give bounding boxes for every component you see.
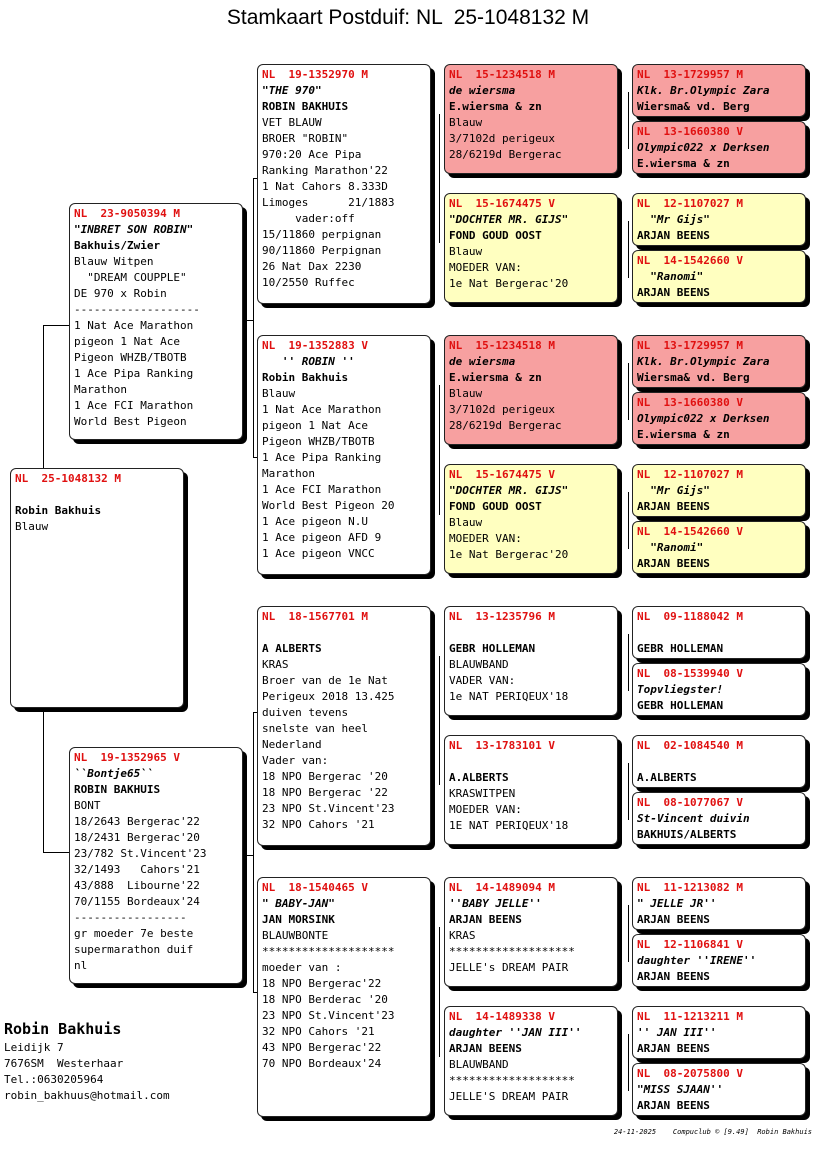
card-text-line: E.wiersma & zn: [637, 157, 730, 170]
pedigree-card-g4-8[interactable]: [632, 521, 806, 574]
card-text-line: nl: [74, 959, 88, 972]
connector-line: [253, 712, 254, 992]
ring-number: NL 13-1660380 V: [637, 125, 743, 138]
connector-line: [628, 763, 629, 820]
card-text-line: E.wiersma & zn: [449, 100, 542, 113]
connector-line: [439, 656, 440, 785]
card-text-line: Perigeux 2018 13.425: [262, 690, 395, 703]
pedigree-card-father[interactable]: [69, 203, 243, 440]
pedigree-card-g4-12[interactable]: [632, 792, 806, 845]
card-text-line: [449, 625, 613, 641]
owner-address: Leidijk 7: [4, 1041, 64, 1054]
card-text-line: JELLE's DREAM PAIR: [449, 961, 569, 974]
card-text-line: Klk. Br.Olympic Zara: [637, 355, 770, 368]
card-text-line: 15/11860 perpignan: [262, 228, 382, 241]
card-text-line: Blauw: [449, 516, 483, 529]
ring-number: NL 11-1213082 M: [637, 881, 743, 894]
card-text-line: Marathon: [262, 467, 315, 480]
card-text-line: Olympic022 x Derksen: [637, 412, 770, 425]
card-text-line: Robin Bakhuis: [15, 504, 102, 517]
card-text-line: [262, 625, 426, 641]
card-text-line: [637, 754, 801, 770]
card-text-line: A ALBERTS: [262, 642, 322, 655]
card-text-line: 1 Nat Ace Marathon: [262, 403, 382, 416]
card-text-line: 18/2431 Bergerac'20: [74, 831, 200, 844]
ring-number: NL 13-1660380 V: [637, 396, 743, 409]
card-text-line: "THE 970": [262, 84, 322, 97]
card-text-line: DE 970 x Robin: [74, 287, 167, 300]
card-text-line: Blauw: [262, 387, 296, 400]
card-text-line: 1 Nat Ace Marathon: [74, 319, 194, 332]
connector-line: [628, 1034, 629, 1091]
pedigree-card-g4-16[interactable]: [632, 1063, 806, 1116]
owner-postcode-city: 7676SM Westerhaar: [4, 1057, 124, 1070]
connector-line: [628, 492, 629, 549]
card-text-line: 3/7102d perigeux: [449, 132, 555, 145]
ring-number: NL 08-1539940 V: [637, 667, 743, 680]
ring-number: NL 15-1674475 V: [449, 468, 555, 481]
card-text-line: Blauw: [449, 387, 483, 400]
ring-number: NL 25-1048132 M: [15, 472, 121, 485]
card-text-line: 3/7102d perigeux: [449, 403, 555, 416]
card-text-line: Robin Bakhuis: [262, 371, 349, 384]
card-text-line: 970:20 Ace Pipa: [262, 148, 362, 161]
card-text-line: BLAUWBAND: [449, 658, 509, 671]
card-text-line: 10/2550 Ruffec: [262, 276, 355, 289]
ring-number: NL 09-1188042 M: [637, 610, 743, 623]
ring-number: NL 13-1729957 M: [637, 68, 743, 81]
card-text-line: GEBR HOLLEMAN: [637, 699, 724, 712]
card-text-line: JAN MORSINK: [262, 913, 335, 926]
ring-number: NL 08-1077067 V: [637, 796, 743, 809]
card-text-line: Vader van:: [262, 754, 329, 767]
card-text-line: 1 Ace pigeon N.U: [262, 515, 368, 528]
card-text-line: vader:off: [262, 212, 355, 225]
pedigree-card-mff[interactable]: [444, 606, 618, 716]
card-text-line: Bakhuis/Zwier: [74, 239, 161, 252]
card-text-line: 1 Ace Pipa Ranking: [262, 451, 382, 464]
card-text-line: moeder van :: [262, 961, 342, 974]
ring-number: NL 02-1084540 M: [637, 739, 743, 752]
pedigree-card-g4-14[interactable]: [632, 934, 806, 987]
card-text-line: A.ALBERTS: [637, 771, 697, 784]
pedigree-card-g4-7[interactable]: [632, 464, 806, 517]
card-text-line: ********************: [262, 945, 395, 958]
card-text-line: MOEDER VAN:: [449, 532, 522, 545]
card-text-line: Blauw Witpen: [74, 255, 154, 268]
card-text-line: Blauw: [449, 245, 483, 258]
ring-number: NL 19-1352965 V: [74, 751, 180, 764]
card-text-line: ARJAN BEENS: [637, 970, 710, 983]
card-text-line: 23 NPO St.Vincent'23: [262, 802, 395, 815]
ring-number: NL 13-1235796 M: [449, 610, 555, 623]
pedigree-card-g4-4[interactable]: [632, 250, 806, 303]
ring-number: NL 14-1489338 V: [449, 1010, 555, 1023]
card-text-line: GEBR HOLLEMAN: [449, 642, 536, 655]
card-text-line: 70 NPO Bordeaux'24: [262, 1057, 382, 1070]
pedigree-card-fmf[interactable]: [444, 335, 618, 445]
ring-number: NL 12-1107027 M: [637, 468, 743, 481]
card-text-line: ARJAN BEENS: [637, 1099, 710, 1112]
card-text-line: Klk. Br.Olympic Zara: [637, 84, 770, 97]
card-text-line: 90/11860 Perpignan: [262, 244, 382, 257]
ring-number: NL 08-2075800 V: [637, 1067, 743, 1080]
card-text-line: 1 Ace FCI Marathon: [74, 399, 194, 412]
card-text-line: 1E NAT PERIQEUX'18: [449, 819, 569, 832]
pedigree-card-subject[interactable]: [10, 468, 184, 708]
card-text-line: 1 Ace pigeon VNCC: [262, 547, 375, 560]
pedigree-card-fmm[interactable]: [444, 464, 618, 574]
card-text-line: ARJAN BEENS: [637, 500, 710, 513]
card-text-line: -------------------: [74, 303, 200, 316]
pedigree-card-mother-father[interactable]: [257, 606, 431, 846]
pedigree-card-father-father[interactable]: [257, 64, 431, 304]
pedigree-card-mfm[interactable]: [444, 735, 618, 845]
card-text-line: VET BLAUW: [262, 116, 322, 129]
card-text-line: ARJAN BEENS: [637, 1042, 710, 1055]
connector-line: [628, 634, 629, 691]
card-text-line: ''BABY JELLE'': [449, 897, 542, 910]
footer-credits: 24-11-2025 Compuclub © [9.49] Robin Bakhuis: [613, 1128, 812, 1136]
pedigree-card-g4-13[interactable]: [632, 877, 806, 930]
card-text-line: Olympic022 x Derksen: [637, 141, 770, 154]
pedigree-card-g4-1[interactable]: [632, 64, 806, 117]
card-text-line: *******************: [449, 1074, 575, 1087]
card-text-line: MOEDER VAN:: [449, 803, 522, 816]
card-text-line: Limoges 21/1883: [262, 196, 395, 209]
card-text-line: World Best Pigeon 20: [262, 499, 395, 512]
ring-number: NL 15-1674475 V: [449, 197, 555, 210]
owner-phone: Tel.:0630205964: [4, 1073, 104, 1086]
card-text-line: BLAUWBONTE: [262, 929, 329, 942]
card-text-line: 32 NPO Cahors '21: [262, 1025, 375, 1038]
card-text-line: Pigeon WHZB/TBOTB: [74, 351, 187, 364]
card-text-line: 70/1155 Bordeaux'24: [74, 895, 200, 908]
card-text-line: Pigeon WHZB/TBOTB: [262, 435, 375, 448]
card-text-line: JELLE'S DREAM PAIR: [449, 1090, 569, 1103]
card-text-line: Wiersma& vd. Berg: [637, 100, 750, 113]
card-text-line: -----------------: [74, 911, 187, 924]
card-text-line: 43 NPO Bergerac'22: [262, 1041, 382, 1054]
card-text-line: "Ranomi": [637, 270, 704, 283]
card-text-line: 18 NPO Berderac '20: [262, 993, 388, 1006]
card-text-line: FOND GOUD OOST: [449, 500, 542, 513]
pedigree-card-g4-5[interactable]: [632, 335, 806, 388]
card-text-line: 1 Ace Pipa Ranking: [74, 367, 194, 380]
connector-line: [43, 325, 44, 468]
card-text-line: pigeon 1 Nat Ace: [262, 419, 368, 432]
pedigree-card-g4-9[interactable]: [632, 606, 806, 659]
card-text-line: [637, 625, 801, 641]
card-text-line: 1 Ace pigeon AFD 9: [262, 531, 382, 544]
card-text-line: 18/2643 Bergerac'22: [74, 815, 200, 828]
page-title: Stamkaart Postduif: NL 25-1048132 M: [226, 6, 590, 29]
card-text-line: 28/6219d Bergerac: [449, 419, 562, 432]
card-text-line: "DREAM COUPPLE": [74, 271, 187, 284]
card-text-line: 23/782 St.Vincent'23: [74, 847, 207, 860]
card-text-line: daughter ''IRENE'': [637, 954, 757, 967]
card-text-line: '' ROBIN '': [262, 355, 355, 368]
card-text-line: [15, 487, 179, 503]
card-text-line: E.wiersma & zn: [449, 371, 542, 384]
card-text-line: *******************: [449, 945, 575, 958]
card-text-line: "Mr Gijs": [637, 213, 710, 226]
card-text-line: 18 NPO Bergerac '20: [262, 770, 388, 783]
ring-number: NL 14-1542660 V: [637, 525, 743, 538]
card-text-line: ARJAN BEENS: [637, 286, 710, 299]
card-text-line: 26 Nat Dax 2230: [262, 260, 362, 273]
owner-info: [4, 1018, 170, 1104]
card-text-line: "DOCHTER MR. GIJS": [449, 484, 569, 497]
card-text-line: E.wiersma & zn: [637, 428, 730, 441]
pedigree-card-mother-mother[interactable]: [257, 877, 431, 1117]
connector-line: [439, 927, 440, 1057]
pedigree-card-g4-15[interactable]: [632, 1006, 806, 1059]
card-text-line: ARJAN BEENS: [637, 557, 710, 570]
card-text-line: "MISS SJAAN'': [637, 1083, 724, 1096]
ring-number: NL 14-1542660 V: [637, 254, 743, 267]
pedigree-card-g4-2[interactable]: [632, 121, 806, 174]
ring-number: NL 15-1234518 M: [449, 68, 555, 81]
card-text-line: BROER "ROBIN": [262, 132, 349, 145]
connector-line: [439, 385, 440, 515]
pedigree-card-g4-10[interactable]: [632, 663, 806, 716]
card-text-line: Topvliegster!: [637, 683, 724, 696]
card-text-line: ROBIN BAKHUIS: [74, 783, 161, 796]
card-text-line: 32/1493 Cahors'21: [74, 863, 200, 876]
card-text-line: "DOCHTER MR. GIJS": [449, 213, 569, 226]
card-text-line: 18 NPO Bergerac '22: [262, 786, 388, 799]
pedigree-card-ffm[interactable]: [444, 193, 618, 303]
ring-number: NL 18-1567701 M: [262, 610, 368, 623]
card-text-line: 1 Ace FCI Marathon: [262, 483, 382, 496]
card-text-line: 1e Nat Bergerac'20: [449, 548, 569, 561]
card-text-line: "INBRET SON ROBIN": [74, 223, 194, 236]
owner-email: robin_bakhuus@hotmail.com: [4, 1089, 170, 1102]
card-text-line: 18 NPO Bergerac'22: [262, 977, 382, 990]
owner-name: Robin Bakhuis: [4, 1020, 122, 1038]
card-text-line: Wiersma& vd. Berg: [637, 371, 750, 384]
card-text-line: MOEDER VAN:: [449, 261, 522, 274]
ring-number: NL 19-1352970 M: [262, 68, 368, 81]
pedigree-card-g4-3[interactable]: [632, 193, 806, 246]
card-text-line: Ranking Marathon'22: [262, 164, 388, 177]
card-text-line: 1e Nat Bergerac'20: [449, 277, 569, 290]
card-text-line: ARJAN BEENS: [637, 229, 710, 242]
ring-number: NL 12-1107027 M: [637, 197, 743, 210]
card-text-line: 32 NPO Cahors '21: [262, 818, 375, 831]
card-text-line: ROBIN BAKHUIS: [262, 100, 349, 113]
pedigree-card-mmm[interactable]: [444, 1006, 618, 1116]
card-text-line: ARJAN BEENS: [449, 1042, 522, 1055]
card-text-line: BAKHUIS/ALBERTS: [637, 828, 737, 841]
ring-number: NL 14-1489094 M: [449, 881, 555, 894]
card-text-line: Nederland: [262, 738, 322, 751]
card-text-line: VADER VAN:: [449, 674, 516, 687]
pedigree-card-mother[interactable]: [69, 747, 243, 984]
card-text-line: gr moeder 7e beste: [74, 927, 194, 940]
pedigree-card-g4-11[interactable]: [632, 735, 806, 788]
card-text-line: snelste van heel: [262, 722, 368, 735]
card-text-line: "Mr Gijs": [637, 484, 710, 497]
card-text-line: ARJAN BEENS: [449, 913, 522, 926]
connector-line: [628, 363, 629, 420]
card-text-line: Blauw: [15, 520, 49, 533]
card-text-line: St-Vincent duivin: [637, 812, 750, 825]
ring-number: NL 11-1213211 M: [637, 1010, 743, 1023]
card-text-line: ``Bontje65``: [74, 767, 154, 780]
card-text-line: KRASWITPEN: [449, 787, 516, 800]
ring-number: NL 18-1540465 V: [262, 881, 368, 894]
ring-number: NL 12-1106841 V: [637, 938, 743, 951]
card-text-line: " BABY-JAN": [262, 897, 335, 910]
card-text-line: KRAS: [262, 658, 289, 671]
card-text-line: Broer van de 1e Nat: [262, 674, 388, 687]
card-text-line: 1e NAT PERIQEUX'18: [449, 690, 569, 703]
card-text-line: KRAS: [449, 929, 476, 942]
ring-number: NL 19-1352883 V: [262, 339, 368, 352]
connector-line: [43, 708, 44, 853]
card-text-line: 1 Nat Cahors 8.333D: [262, 180, 388, 193]
card-text-line: A.ALBERTS: [449, 771, 509, 784]
card-text-line: de wiersma: [449, 355, 516, 368]
card-text-line: BONT: [74, 799, 101, 812]
card-text-line: supermarathon duif: [74, 943, 194, 956]
card-text-line: [449, 754, 613, 770]
card-text-line: '' JAN III'': [637, 1026, 717, 1039]
card-text-line: 23 NPO St.Vincent'23: [262, 1009, 395, 1022]
card-text-line: "Ranomi": [637, 541, 704, 554]
card-text-line: World Best Pigeon: [74, 415, 187, 428]
connector-line: [439, 114, 440, 243]
ring-number: NL 15-1234518 M: [449, 339, 555, 352]
ring-number: NL 13-1729957 M: [637, 339, 743, 352]
card-text-line: de wiersma: [449, 84, 516, 97]
card-text-line: 43/888 Libourne'22: [74, 879, 200, 892]
connector-line: [253, 178, 254, 457]
connector-line: [628, 92, 629, 149]
pedigree-card-g4-6[interactable]: [632, 392, 806, 445]
ring-number: NL 13-1783101 V: [449, 739, 555, 752]
card-text-line: " JELLE JR'': [637, 897, 717, 910]
card-text-line: Marathon: [74, 383, 127, 396]
card-text-line: GEBR HOLLEMAN: [637, 642, 724, 655]
card-text-line: pigeon 1 Nat Ace: [74, 335, 180, 348]
connector-line: [628, 905, 629, 962]
card-text-line: Blauw: [449, 116, 483, 129]
pedigree-card-fff[interactable]: [444, 64, 618, 174]
card-text-line: BLAUWBAND: [449, 1058, 509, 1071]
card-text-line: FOND GOUD OOST: [449, 229, 542, 242]
card-text-line: daughter ''JAN III'': [449, 1026, 582, 1039]
ring-number: NL 23-9050394 M: [74, 207, 180, 220]
card-text-line: ARJAN BEENS: [637, 913, 710, 926]
card-text-line: duiven tevens: [262, 706, 349, 719]
card-text-line: 28/6219d Bergerac: [449, 148, 562, 161]
pedigree-card-father-mother[interactable]: [257, 335, 431, 575]
connector-line: [628, 221, 629, 278]
pedigree-card-mmf[interactable]: [444, 877, 618, 987]
